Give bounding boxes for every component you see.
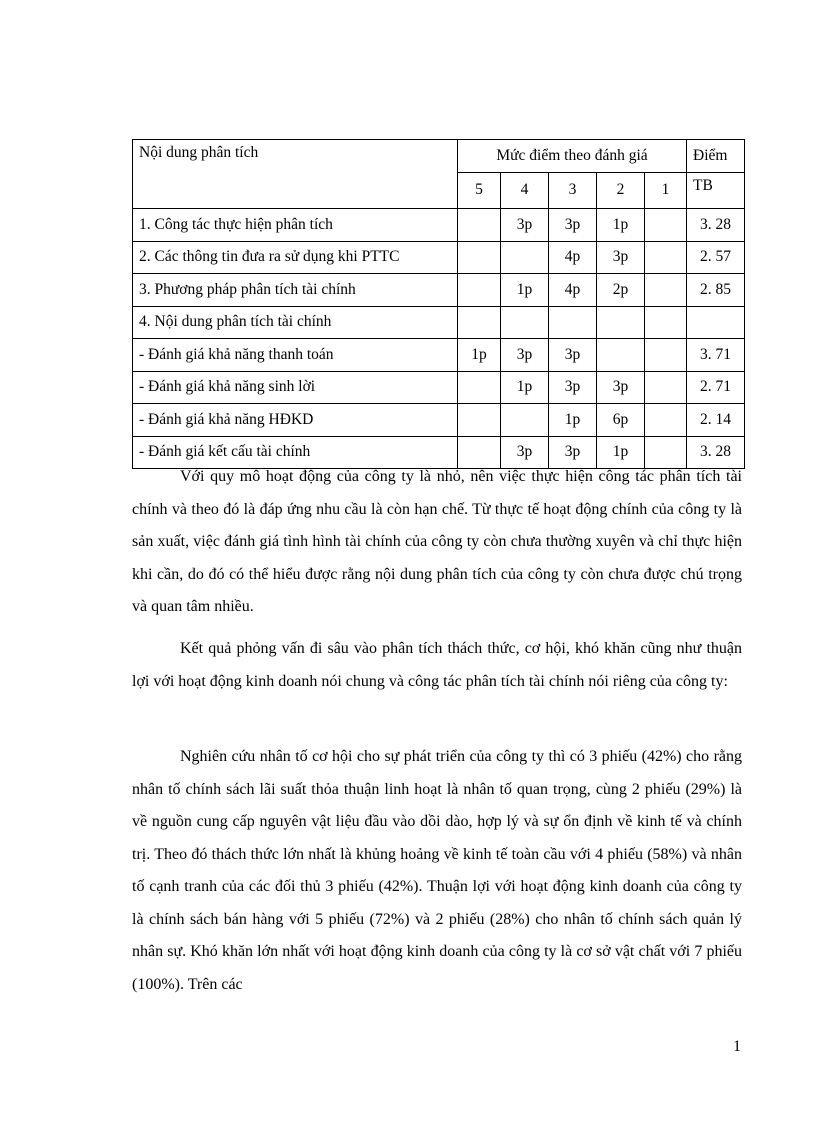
cell-1	[645, 209, 687, 242]
paragraph-block-3	[132, 741, 742, 1001]
cell-2: 2p	[597, 274, 645, 307]
row-label: 2. Các thông tin đưa ra sử dụng khi PTTC	[133, 241, 458, 274]
cell-avg	[687, 306, 745, 339]
cell-3: 4p	[549, 274, 597, 307]
cell-avg: 3. 71	[687, 339, 745, 372]
cell-5	[458, 371, 501, 404]
cell-3: 3p	[549, 209, 597, 242]
cell-4: 1p	[501, 371, 549, 404]
cell-4	[501, 306, 549, 339]
table-row	[133, 339, 745, 372]
header-avg-line1: Điểm	[687, 140, 745, 173]
paragraph-text: Nghiên cứu nhân tố cơ hội cho sự phát triển của công ty thì có 3 phiếu (42%) cho rằng nhân tố chính sách lãi suất thỏa thuận linh hoạt là nhân tố quan trọng, cùng 2 phiếu (29%) là về nguồn cung cấp nguyên vật liệu đầu vào dồi dào, hợp lý và sự ổn định về kinh tế và chính trị. Theo đó thách thức lớn nhất là khủng hoảng về kinh tế toàn cầu với 4 phiếu (58%) và nhân tố cạnh tranh của các đối thủ 3 phiếu (42%). Thuận lợi với hoạt động kinh doanh của công ty là chính sách bán hàng với 5 phiếu (72%) và 2 phiếu (28%) cho nhân tố chính sách quản lý nhân sự. Khó khăn lớn nhất với hoạt động kinh doanh của công ty là cơ sở vật chất với 7 phiếu (100%). Trên các	[132, 748, 742, 993]
level-4: 4	[501, 172, 549, 209]
cell-avg: 2. 85	[687, 274, 745, 307]
cell-avg: 3. 28	[687, 209, 745, 242]
cell-2: 3p	[597, 241, 645, 274]
row-label: 3. Phương pháp phân tích tài chính	[133, 274, 458, 307]
row-label: - Đánh giá khả năng sinh lời	[133, 371, 458, 404]
cell-5	[458, 306, 501, 339]
cell-1	[645, 404, 687, 437]
page-number: 1	[733, 1038, 741, 1055]
cell-4: 3p	[501, 339, 549, 372]
paragraph-text: Với quy mô hoạt động của công ty là nhỏ, nên việc thực hiện công tác phân tích tài chính và theo đó là đáp ứng nhu cầu là còn hạn chế. Từ thực tế hoạt động chính của công ty là sản xuất, việc đánh giá tình hình tài chính của công ty còn chưa thường xuyên và chỉ thực hiện khi cần, do đó có thể hiểu được rằng nội dung phân tích của công ty còn chưa được chú trọng và quan tâm nhiều.	[132, 468, 742, 615]
cell-4: 3p	[501, 436, 549, 469]
cell-3	[549, 306, 597, 339]
cell-3: 3p	[549, 339, 597, 372]
level-1: 1	[645, 172, 687, 209]
table-row	[133, 274, 745, 307]
level-5: 5	[458, 172, 501, 209]
table-row	[133, 404, 745, 437]
cell-5	[458, 404, 501, 437]
cell-4	[501, 404, 549, 437]
cell-1	[645, 241, 687, 274]
table-row	[133, 241, 745, 274]
cell-4: 1p	[501, 274, 549, 307]
level-2: 2	[597, 172, 645, 209]
cell-2	[597, 339, 645, 372]
cell-4: 3p	[501, 209, 549, 242]
cell-3: 3p	[549, 371, 597, 404]
cell-2: 6p	[597, 404, 645, 437]
cell-2: 3p	[597, 371, 645, 404]
cell-avg: 3. 28	[687, 436, 745, 469]
cell-3: 1p	[549, 404, 597, 437]
cell-2: 1p	[597, 209, 645, 242]
cell-avg: 2. 57	[687, 241, 745, 274]
cell-avg: 2. 14	[687, 404, 745, 437]
cell-5	[458, 274, 501, 307]
row-label: 1. Công tác thực hiện phân tích	[133, 209, 458, 242]
cell-5: 1p	[458, 339, 501, 372]
cell-5	[458, 209, 501, 242]
header-content: Nội dung phân tích	[133, 140, 458, 209]
paragraph-block-2	[132, 633, 742, 698]
paragraph-text: Kết quả phỏng vấn đi sâu vào phân tích thách thức, cơ hội, khó khăn cũng như thuận lợi với hoạt động kinh doanh nói chung và công tác phân tích tài chính nói riêng của công ty:	[132, 640, 742, 690]
cell-2: 1p	[597, 436, 645, 469]
paragraph-block-1	[132, 461, 742, 624]
cell-avg: 2. 71	[687, 371, 745, 404]
header-scale: Mức điểm theo đánh giá	[458, 140, 687, 173]
table-header-row	[133, 140, 745, 173]
cell-1	[645, 371, 687, 404]
cell-1	[645, 339, 687, 372]
cell-1	[645, 306, 687, 339]
row-label: - Đánh giá khả năng thanh toán	[133, 339, 458, 372]
cell-2	[597, 306, 645, 339]
header-avg-line2: TB	[687, 172, 745, 209]
cell-5	[458, 241, 501, 274]
table-row	[133, 209, 745, 242]
row-label: 4. Nội dung phân tích tài chính	[133, 306, 458, 339]
cell-4	[501, 241, 549, 274]
evaluation-table	[132, 139, 745, 469]
row-label: - Đánh giá kết cấu tài chính	[133, 436, 458, 469]
cell-3: 4p	[549, 241, 597, 274]
cell-1	[645, 274, 687, 307]
level-3: 3	[549, 172, 597, 209]
cell-3: 3p	[549, 436, 597, 469]
table-row	[133, 371, 745, 404]
table-row	[133, 306, 745, 339]
row-label: - Đánh giá khả năng HĐKD	[133, 404, 458, 437]
